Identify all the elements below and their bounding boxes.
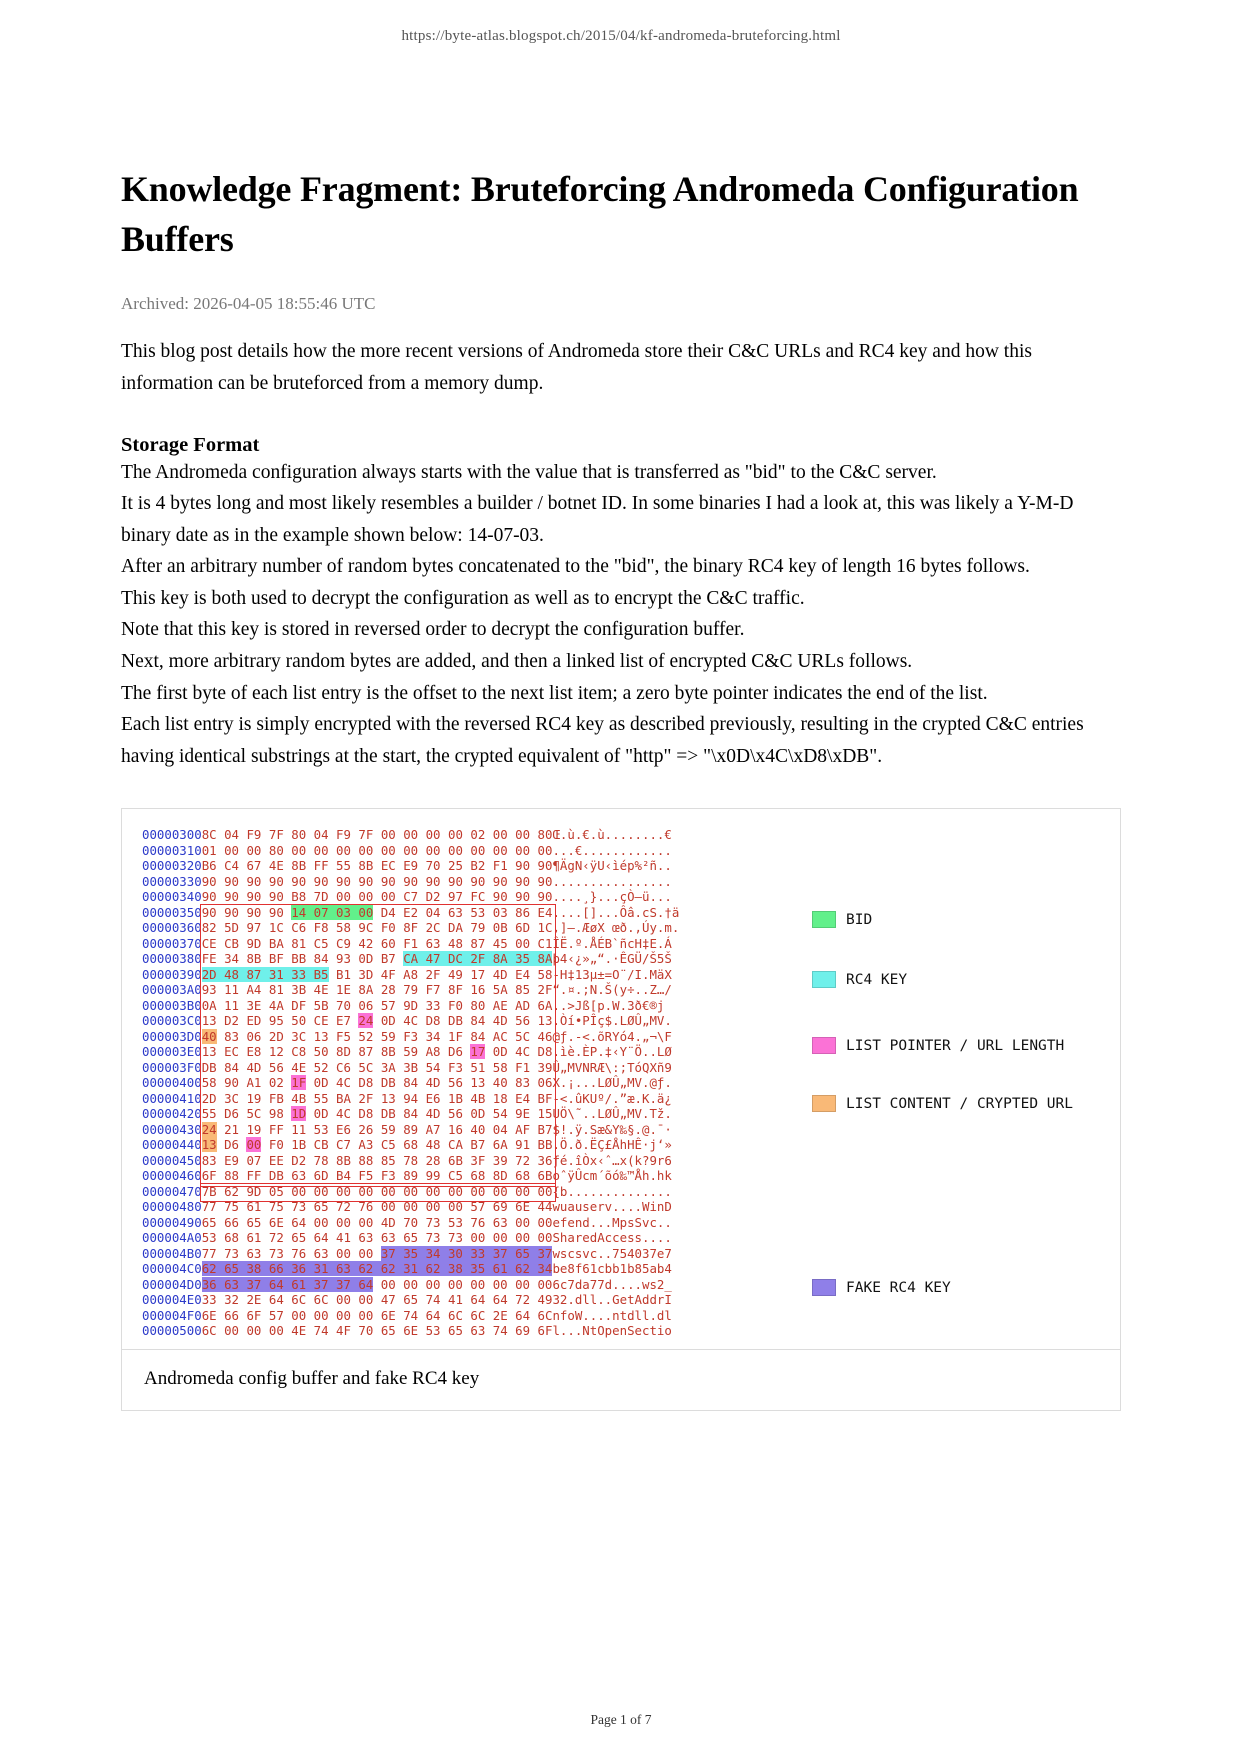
hexdump-table (142, 827, 679, 1339)
hexdump-ascii: wscsvc..754037e7 (552, 1245, 672, 1261)
hexdump-offset: 000003F0 (142, 1059, 202, 1075)
legend-label: LIST POINTER / URL LENGTH (846, 1037, 1065, 1054)
legend-label: RC4 KEY (846, 971, 908, 988)
hexdump-row (142, 1060, 679, 1076)
legend-item (812, 1095, 1073, 1112)
hexdump-bytes: 7B 62 9D 05 00 00 00 00 00 00 00 00 00 00 00 00 (201, 1183, 553, 1199)
hexdump-bytes: B6 C4 67 4E 8B FF 55 8B EC E9 70 25 B2 F1 90 90 (201, 858, 553, 874)
hexdump-bytes: 6E 66 6F 57 00 00 00 00 6E 74 64 6C 6C 2E 64 6C (201, 1307, 553, 1323)
hexdump-bytes: 55 D6 5C 98 1D 0D 4C D8 DB 84 4D 56 0D 54 9E 15 (201, 1106, 553, 1122)
hexdump-row (142, 1013, 679, 1029)
hexdump-bytes: 90 90 90 90 B8 7D 00 00 00 C7 D2 97 FC 90 90 90 (201, 889, 553, 905)
hexdump-bytes: 2D 48 87 31 33 B5 B1 3D 4F A8 2F 49 17 4D E4 58 (201, 966, 553, 982)
hexdump-bytes: CE CB 9D BA 81 C5 C9 42 60 F1 63 48 87 45 00 C1 (201, 935, 553, 951)
legend-item (812, 1279, 951, 1296)
hexdump-row (142, 874, 679, 890)
legend-swatch-icon (812, 1279, 836, 1296)
hexdump-offset: 00000390 (142, 966, 202, 982)
hexdump-row (142, 1137, 679, 1153)
hexdump-ascii: Œ.ù.€.ù........€ (552, 827, 672, 843)
hexdump-row (142, 1091, 679, 1107)
hexdump-row (142, 982, 679, 998)
hexdump-ascii: 6c7da77d....ws2_ (552, 1276, 672, 1292)
hexdump-row (142, 1308, 679, 1324)
hexdump-bytes: 93 11 A4 81 3B 4E 1E 8A 28 79 F7 8F 16 5A 85 2F (201, 982, 553, 998)
hexdump-row (142, 889, 679, 905)
hexdump-ascii: -<.ûKUº/.”æ.K.ä¿ (552, 1090, 672, 1106)
hexdump-offset: 00000500 (142, 1323, 202, 1339)
source-url: https://byte-atlas.blogspot.ch/2015/04/kf-andromeda-bruteforcing.html (401, 28, 841, 44)
hexdump-row (142, 1323, 679, 1339)
section-heading-storage-format: Storage Format (121, 433, 260, 456)
hexdump-offset: 000004E0 (142, 1292, 202, 1308)
hexdump-bytes: 82 5D 97 1C C6 F8 58 9C F0 8F 2C DA 79 0B 6D 1C (201, 920, 553, 936)
hexdump-offset: 00000440 (142, 1137, 202, 1153)
hexdump-row (142, 1184, 679, 1200)
hexdump-offset: 00000480 (142, 1199, 202, 1215)
legend-item (812, 911, 872, 928)
hexdump-row (142, 905, 679, 921)
hexdump-ascii: ....[]...Ôâ.cS.†ä (552, 904, 680, 920)
hexdump-row (142, 1044, 679, 1060)
hexdump-ascii: .ìè.ÈP.‡‹Y¨Ö..LØ (552, 1044, 672, 1060)
hexdump-ascii: ƒé.îÒx‹ˆ…x(k?9r6 (552, 1152, 672, 1168)
hexdump-row (142, 1153, 679, 1169)
hexdump-row (142, 1246, 679, 1262)
hexdump-bytes: 77 73 63 73 76 63 00 00 37 35 34 30 33 37 65 37 (201, 1245, 553, 1261)
hexdump-ascii: nfoW....ntdll.dl (552, 1307, 672, 1323)
hexdump-ascii: ‚]—.ÆøX œð.,Úy.m. (552, 920, 680, 936)
hexdump-area (122, 827, 1120, 1339)
page-footer: Page 1 of 7 (590, 1712, 652, 1727)
hexdump-ascii: 32.dll..GetAddrI (552, 1292, 672, 1308)
hexdump-offset: 00000490 (142, 1214, 202, 1230)
hexdump-ascii: þ4‹¿»„“.·ÊGÜ/Š5Š (552, 951, 672, 967)
body-line: Note that this key is stored in reversed order to decrypt the configuration buffer. (121, 619, 745, 641)
hexdump-bytes: 13 D6 00 F0 1B CB C7 A3 C5 68 48 CA B7 6A 91 BB (201, 1137, 553, 1153)
hexdump-row (142, 1122, 679, 1138)
hexdump-ascii: ..>Jß[p.W.3ð€®j (552, 997, 665, 1013)
body-lines (121, 457, 1121, 773)
hexdump-offset: 00000470 (142, 1183, 202, 1199)
hexdump-offset: 00000410 (142, 1090, 202, 1106)
hexdump-bytes: 65 66 65 6E 64 00 00 00 4D 70 73 53 76 63 00 00 (201, 1214, 553, 1230)
legend-label: BID (846, 911, 873, 928)
hexdump-offset: 00000450 (142, 1152, 202, 1168)
hexdump-offset: 00000360 (142, 920, 202, 936)
hexdump-ascii: @ƒ.-<.õRYó4.„¬\F (552, 1028, 672, 1044)
hexdump-row (142, 936, 679, 952)
hexdump-offset: 00000340 (142, 889, 202, 905)
hexdump-row (142, 951, 679, 967)
hexdump-offset: 000003B0 (142, 997, 202, 1013)
hexdump-row (142, 1075, 679, 1091)
hexdump-ascii: ¶ÄgN‹ÿU‹ìép%²ñ.. (552, 858, 672, 874)
article-content (121, 45, 1121, 1411)
hexdump-bytes: 8C 04 F9 7F 80 04 F9 7F 00 00 00 00 02 00 00 80 (201, 827, 553, 843)
hexdump-bytes: 53 68 61 72 65 64 41 63 63 65 73 73 00 00 00 00 (201, 1230, 553, 1246)
hexdump-row (142, 1168, 679, 1184)
body-line: This key is both used to decrypt the configuration as well as to encrypt the C&C traffic. (121, 587, 805, 609)
hexdump-offset: 00000330 (142, 873, 202, 889)
hexdump-row (142, 998, 679, 1014)
hexdump-bytes: 24 21 19 FF 11 53 E6 26 59 89 A7 16 40 04 AF B7 (201, 1121, 553, 1137)
legend-label: LIST CONTENT / CRYPTED URL (846, 1095, 1073, 1112)
hexdump-ascii: ÎË.º.ÅÉB`ñcH‡E.Á (552, 935, 672, 951)
legend-swatch-icon (812, 1095, 836, 1112)
body-line: It is 4 bytes long and most likely resembles a builder / botnet ID. In some binaries I had a look at, this was likely a Y-M-D binary date as in the example shown below: 14-07-03. (121, 493, 1074, 546)
hexdump-offset: 00000460 (142, 1168, 202, 1184)
legend-item (812, 1037, 1064, 1054)
archived-timestamp: Archived: 2026-04-05 18:55:46 UTC (121, 294, 376, 314)
hexdump-ascii: wuauserv....WinD (552, 1199, 672, 1215)
hexdump-bytes: 62 65 38 66 36 31 63 62 62 31 62 38 35 61 62 34 (201, 1261, 553, 1277)
hexdump-ascii: ...€............ (552, 842, 672, 858)
hexdump-ascii: efend...MpsSvc.. (552, 1214, 672, 1230)
hexdump-row (142, 1215, 679, 1231)
hexdump-row (142, 1261, 679, 1277)
hexdump-offset: 00000430 (142, 1121, 202, 1137)
hexdump-offset: 000003E0 (142, 1044, 202, 1060)
hexdump-bytes: 40 83 06 2D 3C 13 F5 52 59 F3 34 1F 84 AC 5C 46 (201, 1028, 553, 1044)
hexdump-bytes: 90 90 90 90 14 07 03 00 D4 E2 04 63 53 03 86 E4 (201, 904, 553, 920)
hexdump-ascii: be8f61cbb1b85ab4 (552, 1261, 672, 1277)
hexdump-offset: 000004C0 (142, 1261, 202, 1277)
hexdump-ascii: .Ö.ð.ËÇ£ÅhHÊ·j‘» (552, 1137, 672, 1153)
hexdump-offset: 00000300 (142, 827, 202, 843)
hexdump-offset: 00000350 (142, 904, 202, 920)
hexdump-bytes: 33 32 2E 64 6C 6C 00 00 47 65 74 41 64 64 72 49 (201, 1292, 553, 1308)
hexdump-bytes: 0A 11 3E 4A DF 5B 70 06 57 9D 33 F0 80 AE AD 6A (201, 997, 553, 1013)
hexdump-bytes: 90 90 90 90 90 90 90 90 90 90 90 90 90 90 90 90 (201, 873, 553, 889)
hexdump-row (142, 858, 679, 874)
body-line: Each list entry is simply encrypted with the reversed RC4 key as described previously, resulting in the crypted C&C entries having identical substrings at the start, the crypted equivalent of "http" => "\x0D\x4C\xD8\xDB". (121, 714, 1084, 767)
hexdump-offset: 00000400 (142, 1075, 202, 1091)
hexdump-ascii: -H‡13µ±=O¨/I.MäX (552, 966, 672, 982)
hexdump-row (142, 967, 679, 983)
hexdump-offset: 000004F0 (142, 1307, 202, 1323)
intro-paragraph: This blog post details how the more recent versions of Andromeda store their C&C URLs and RC4 key and how this information can be bruteforced from a memory dump. (121, 341, 1032, 394)
body-line: After an arbitrary number of random bytes concatenated to the "bid", the binary RC4 key of length 16 bytes follows. (121, 556, 1030, 578)
hexdump-bytes: 2D 3C 19 FB 4B 55 BA 2F 13 94 E6 1B 4B 18 E4 BF (201, 1090, 553, 1106)
hexdump-offset: 000003D0 (142, 1028, 202, 1044)
hexdump-ascii: ................ (552, 873, 672, 889)
hexdump-ascii: UÖ\˜..LØÛ„MV.Tž. (552, 1106, 672, 1122)
hexdump-bytes: 83 E9 07 EE D2 78 8B 88 85 78 28 6B 3F 39 72 36 (201, 1152, 553, 1168)
legend-swatch-icon (812, 971, 836, 988)
hexdump-row (142, 1277, 679, 1293)
hexdump-bytes: DB 84 4D 56 4E 52 C6 5C 3A 3B 54 F3 51 58 F1 39 (201, 1059, 553, 1075)
hexdump-bytes: 58 90 A1 02 1F 0D 4C D8 DB 84 4D 56 13 40 83 06 (201, 1075, 553, 1091)
legend-label: FAKE RC4 KEY (846, 1279, 951, 1296)
hexdump-row (142, 1199, 679, 1215)
legend-swatch-icon (812, 911, 836, 928)
hexdump-ascii: ....¸}...çÒ—ü... (552, 889, 672, 905)
hexdump-ascii: X.¡...LØÛ„MV.@ƒ. (552, 1075, 672, 1091)
hexdump-bytes: 6C 00 00 00 4E 74 4F 70 65 6E 53 65 63 74 69 6F (201, 1323, 553, 1339)
page-title: Knowledge Fragment: Bruteforcing Andromeda Configuration Buffers (121, 169, 1079, 259)
hexdump-offset: 00000310 (142, 842, 202, 858)
hexdump-bytes: FE 34 8B BF BB 84 93 0D B7 CA 47 DC 2F 8A 35 8A (201, 951, 553, 967)
hexdump-bytes: 13 D2 ED 95 50 CE E7 24 0D 4C D8 DB 84 4D 56 13 (201, 1013, 553, 1029)
hexdump-offset: 000003C0 (142, 1013, 202, 1029)
body-line: The first byte of each list entry is the offset to the next list item; a zero byte pointer indicates the end of the list. (121, 682, 988, 704)
hexdump-row (142, 1292, 679, 1308)
figure-caption: Andromeda config buffer and fake RC4 key (122, 1349, 1120, 1410)
hexdump-bytes: 13 EC E8 12 C8 50 8D 87 8B 59 A8 D6 17 0D 4C D8 (201, 1044, 553, 1060)
hexdump-ascii: Û„MVNRÆ\:;TóQXñ9 (552, 1059, 672, 1075)
hexdump-bytes: 01 00 00 80 00 00 00 00 00 00 00 00 00 00 00 00 (201, 842, 553, 858)
hexdump-offset: 00000370 (142, 935, 202, 951)
hexdump-ascii: “.¤.;N.Š(y÷..Z…/ (552, 982, 672, 998)
hexdump-ascii: SharedAccess.... (552, 1230, 672, 1246)
legend-swatch-icon (812, 1037, 836, 1054)
legend-item (812, 971, 907, 988)
hexdump-row (142, 1029, 679, 1045)
hexdump-row (142, 920, 679, 936)
hexdump-ascii: .Òí•PÎç$.LØÛ„MV. (552, 1013, 672, 1029)
hexdump-bytes: 6F 88 FF DB 63 6D B4 F5 F3 89 99 C5 68 8D 68 6B (201, 1168, 553, 1184)
hexdump-offset: 000004A0 (142, 1230, 202, 1246)
hexdump-row (142, 1106, 679, 1122)
hexdump-ascii: oˆÿÛcm´õó‰™Åh.hk (552, 1168, 672, 1184)
body-line: The Andromeda configuration always starts with the value that is transferred as "bid" to the C&C server. (121, 461, 937, 483)
body-line: Next, more arbitrary random bytes are added, and then a linked list of encrypted C&C URLs follows. (121, 650, 913, 672)
hexdump-ascii: l...NtOpenSectio (552, 1323, 672, 1339)
hexdump-ascii: {b.............. (552, 1183, 672, 1199)
hexdump-row (142, 843, 679, 859)
figure-hexdump (121, 808, 1121, 1411)
hexdump-bytes: 77 75 61 75 73 65 72 76 00 00 00 00 57 69 6E 44 (201, 1199, 553, 1215)
hexdump-offset: 000004B0 (142, 1245, 202, 1261)
hexdump-offset: 000003A0 (142, 982, 202, 998)
hexdump-offset: 000004D0 (142, 1276, 202, 1292)
hexdump-row (142, 1230, 679, 1246)
hexdump-row (142, 827, 679, 843)
hexdump-offset: 00000320 (142, 858, 202, 874)
hexdump-ascii: $!.ÿ.Sæ&Y‰§.@.¯· (552, 1121, 672, 1137)
hexdump-offset: 00000420 (142, 1106, 202, 1122)
hexdump-offset: 00000380 (142, 951, 202, 967)
hexdump-bytes: 36 63 37 64 61 37 37 64 00 00 00 00 00 00 00 00 (201, 1276, 553, 1292)
